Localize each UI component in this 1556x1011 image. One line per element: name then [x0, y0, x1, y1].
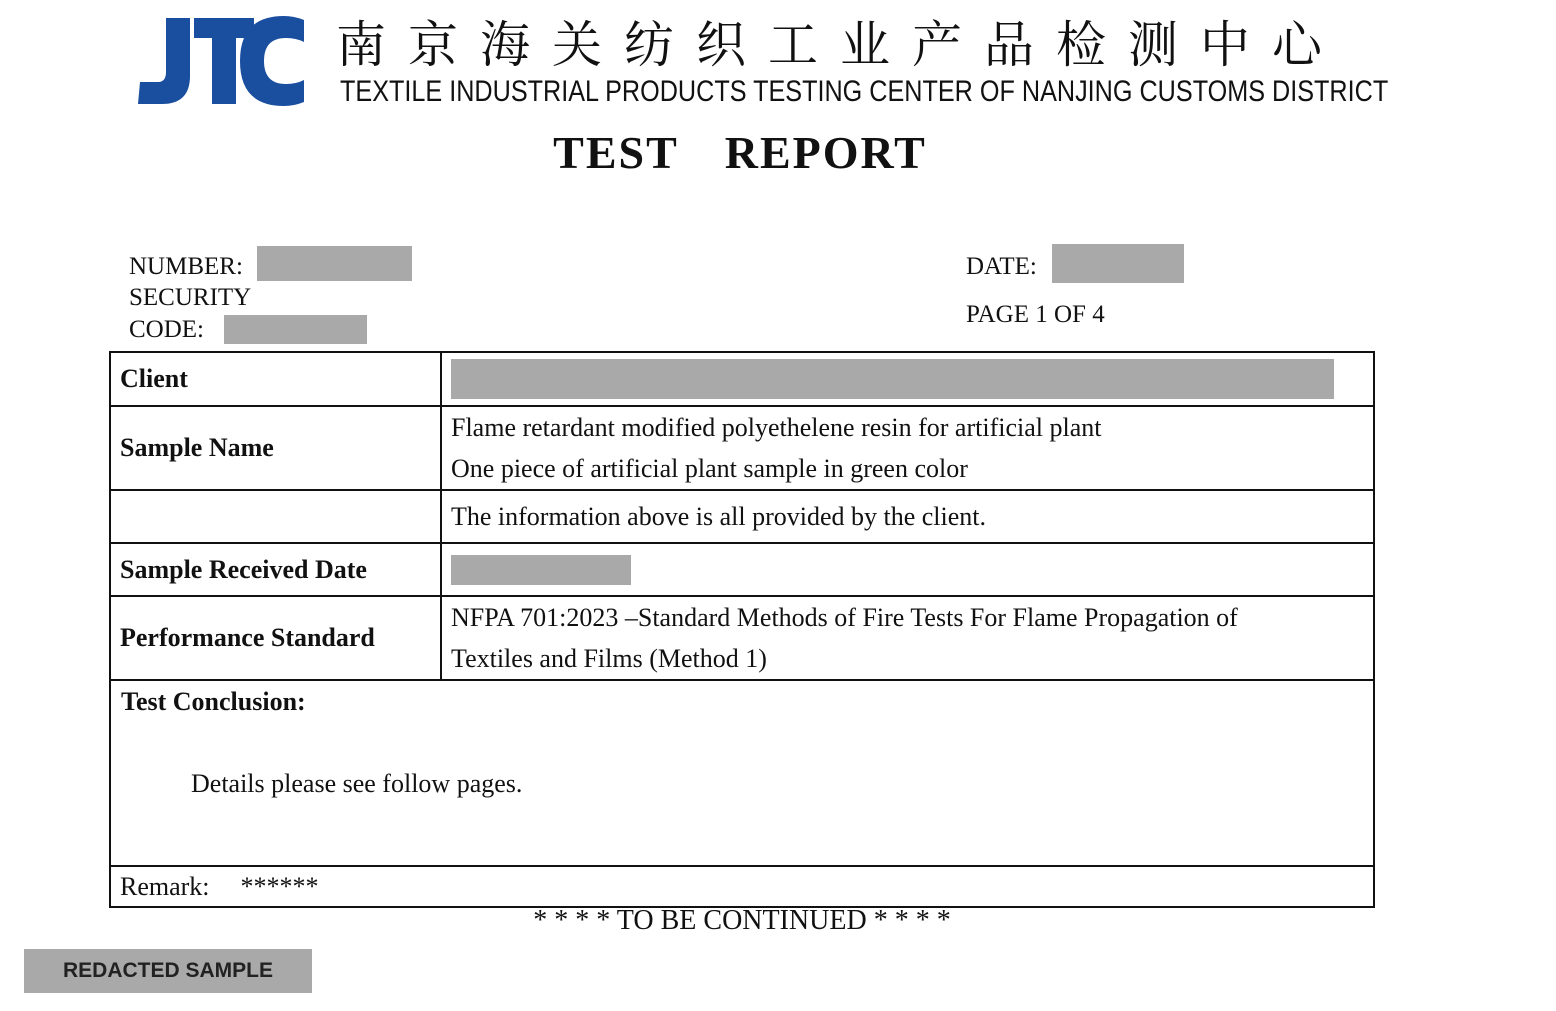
conclusion-row: [110, 680, 1374, 866]
received-date-label: Sample Received Date: [110, 543, 441, 596]
sample-name-row: [110, 406, 1374, 490]
standard-line2: Textiles and Films (Method 1): [451, 644, 767, 673]
sample-name-line1: Flame retardant modified polyethelene resin for artificial plant: [451, 413, 1102, 442]
standard-line1: NFPA 701:2023 –Standard Methods of Fire Tests For Flame Propagation of: [451, 603, 1238, 632]
number-redaction: [257, 246, 412, 281]
redacted-sample-stamp: REDACTED SAMPLE: [24, 949, 312, 993]
jtc-logo: [136, 16, 306, 106]
date-label: DATE:: [966, 253, 1037, 280]
client-value: [441, 352, 1374, 406]
standard-label: Performance Standard: [110, 596, 441, 680]
report-table: [109, 351, 1375, 908]
conclusion-label: Test Conclusion:: [121, 687, 306, 716]
remark-label: Remark:: [120, 871, 210, 901]
conclusion-text: Details please see follow pages.: [191, 769, 523, 798]
received-date-row: [110, 543, 1374, 596]
remark-row: [110, 866, 1374, 907]
standard-row: [110, 596, 1374, 680]
code-label: CODE:: [129, 316, 204, 343]
report-title: [0, 126, 1480, 179]
org-name-english: TEXTILE INDUSTRIAL PRODUCTS TESTING CENTER OF NANJING CUSTOMS DISTRICT: [340, 75, 1389, 108]
client-redaction: [451, 359, 1334, 399]
client-row: [110, 352, 1374, 406]
client-label: Client: [110, 352, 441, 406]
sample-name-line2: One piece of artificial plant sample in green color: [451, 454, 968, 483]
page-indicator: PAGE 1 OF 4: [966, 301, 1105, 328]
security-label: SECURITY: [129, 284, 252, 311]
standard-value: [441, 596, 1374, 680]
remark-value: ******: [240, 871, 319, 901]
sample-name-value: [441, 406, 1374, 490]
org-name-chinese: 南京海关纺织工业产品检测中心: [336, 16, 1344, 74]
title-word-report: REPORT: [724, 127, 927, 178]
received-date-value: [441, 543, 1374, 596]
title-word-test: TEST: [553, 127, 679, 178]
number-label: NUMBER:: [129, 253, 243, 280]
received-date-redaction: [451, 555, 631, 585]
client-note: The information above is all provided by the client.: [441, 490, 1374, 543]
sample-name-label: Sample Name: [110, 406, 441, 490]
continued-notice: * * * * TO BE CONTINUED * * * *: [533, 905, 951, 936]
code-redaction: [224, 315, 367, 344]
date-redaction: [1052, 244, 1184, 283]
client-note-row: [110, 490, 1374, 543]
